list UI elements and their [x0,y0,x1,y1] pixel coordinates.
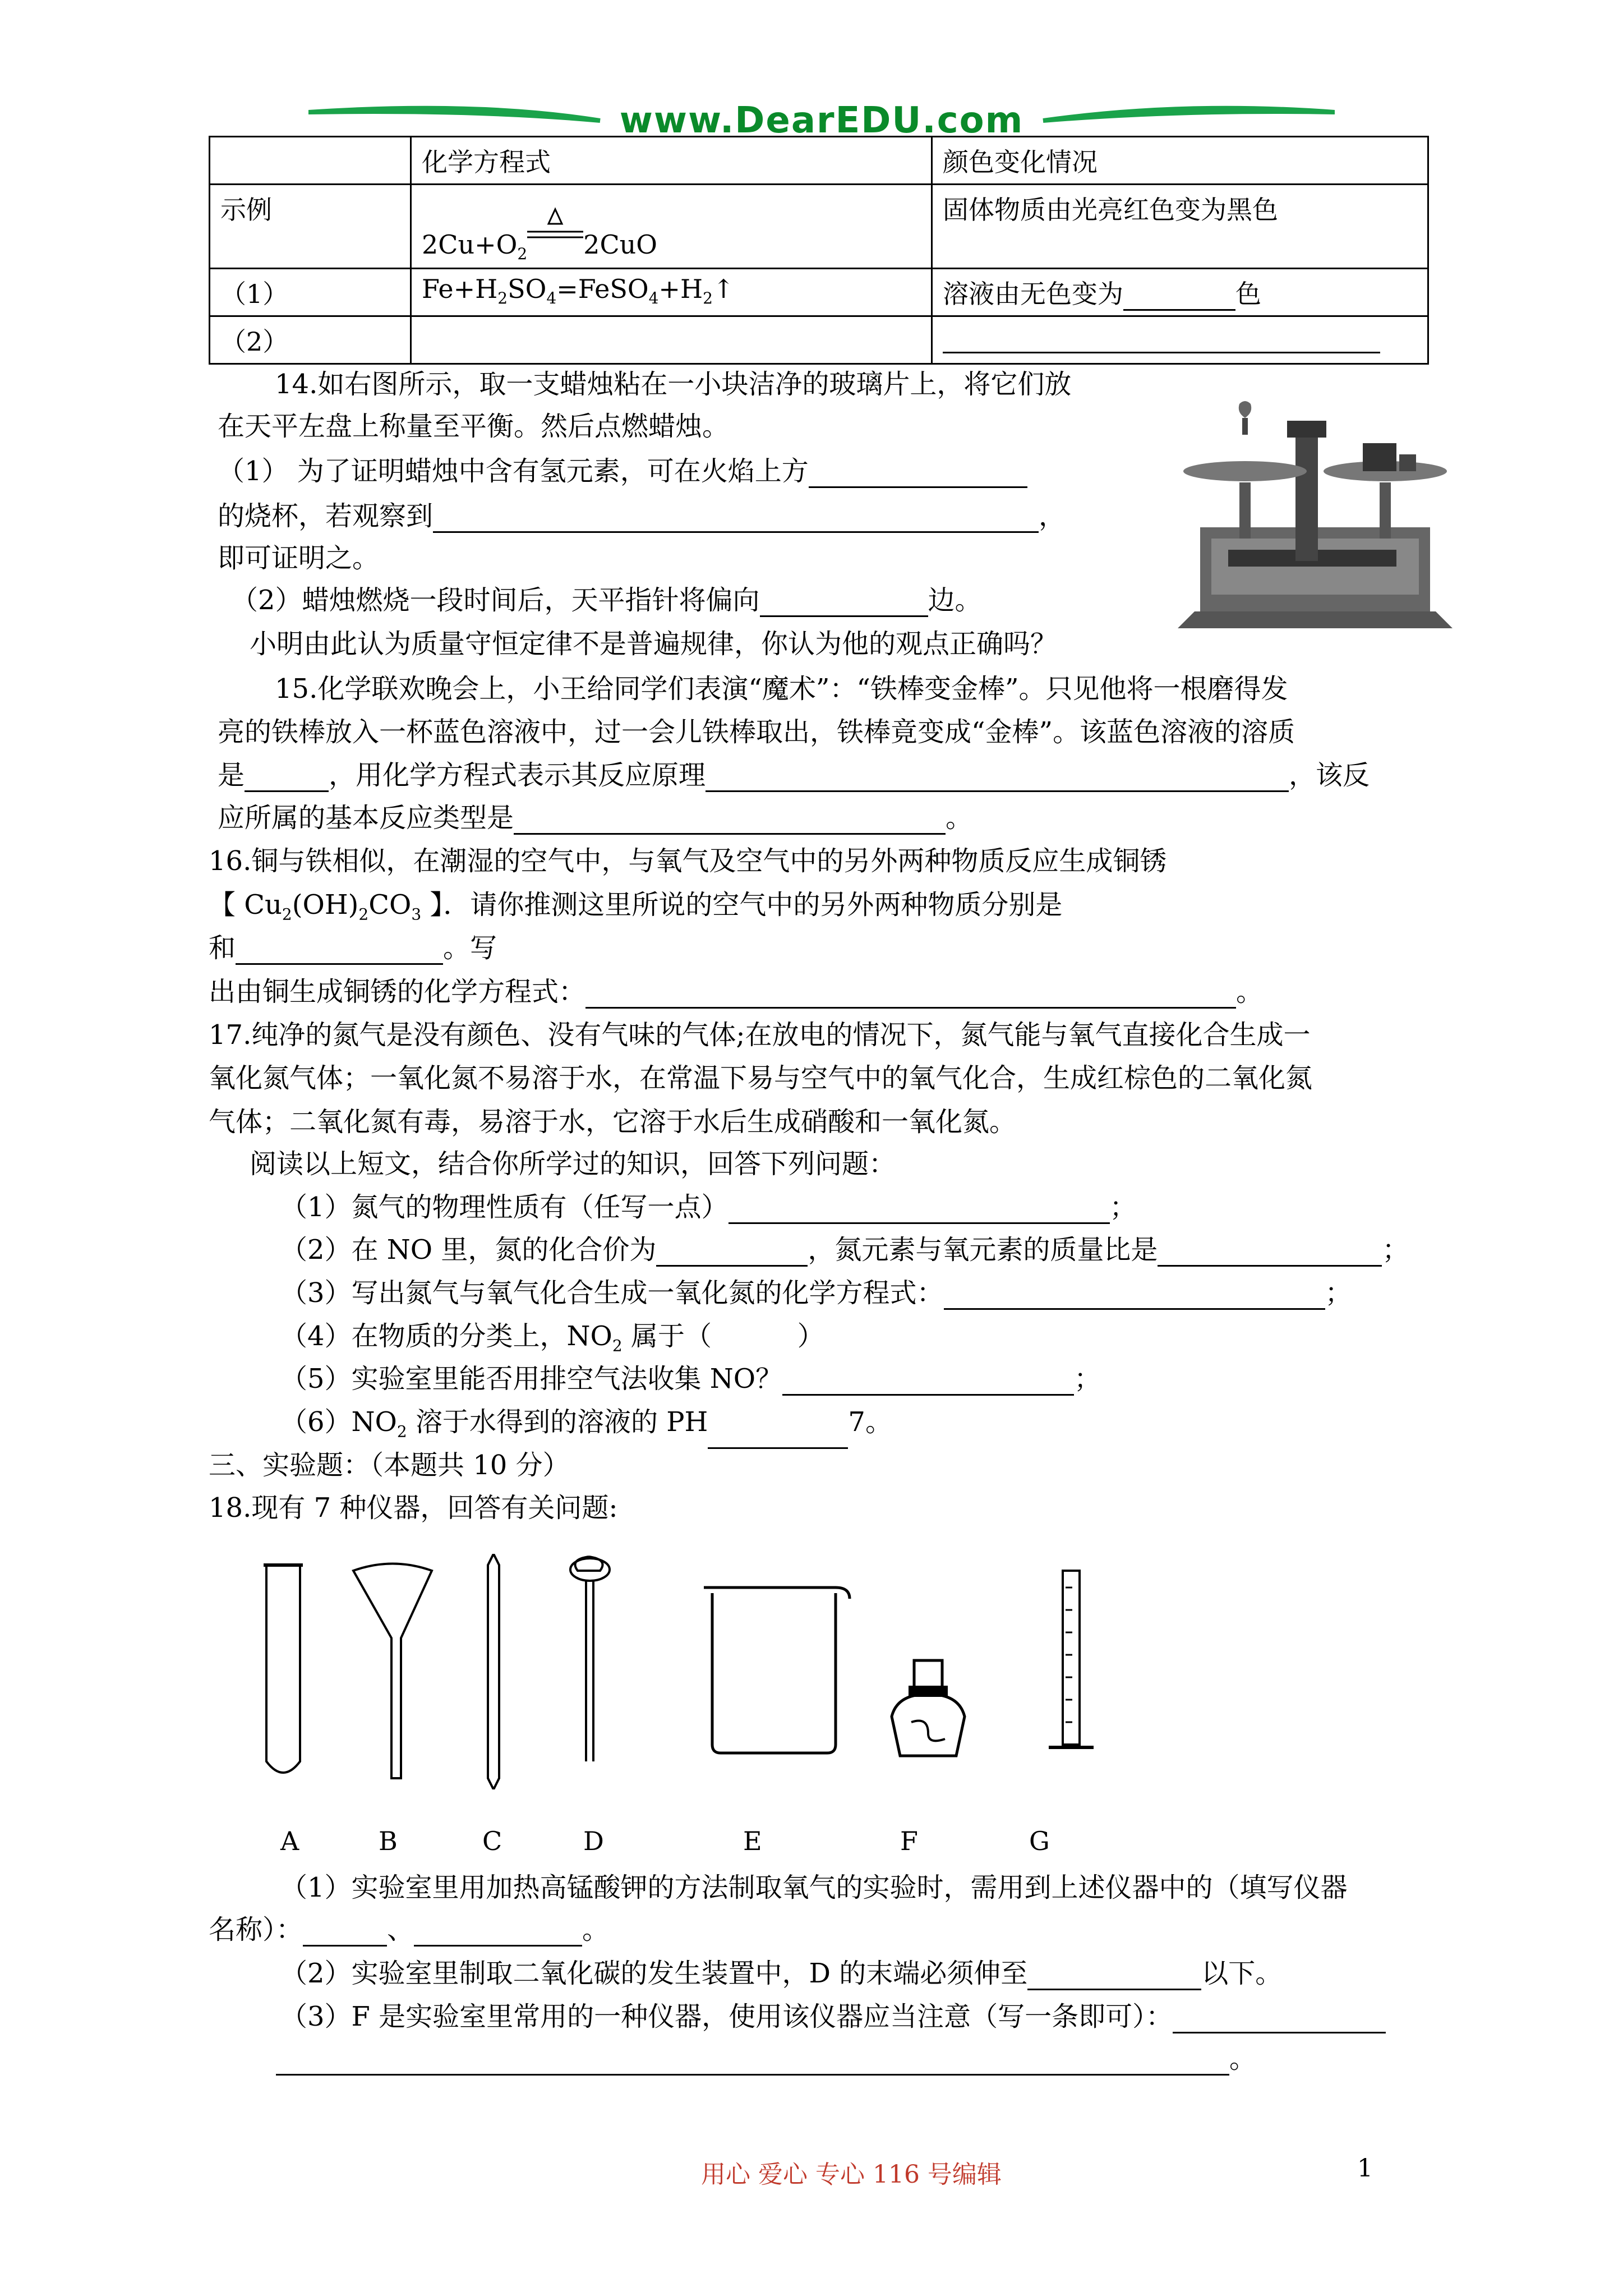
row-label: （2） [210,316,411,364]
q15-line4: 应所属的基本反应类型是 。 [218,802,973,834]
fe-equation: $Fe+H_2SO_4=FeSO_4+H_2↑$ [411,269,932,316]
row2-equation [411,316,932,364]
q18-sub1-line2: 名称）： 、 。 [209,1914,610,1945]
glass-rod-icon [488,1554,499,1789]
example-equation: $2Cu+O_2$ 2CuO [411,185,932,269]
header-equation: 化学方程式 [411,137,932,185]
test-tube-icon [264,1565,303,1773]
q14-line4: 的烧杯，若观察到 ， [218,500,1066,532]
apparatus-label-g: G [1029,1826,1050,1856]
q17-sub3: （3）写出氮气与氧气化合生成一氧化氮的化学方程式： ； [280,1277,1352,1309]
q17-sub1: （1）氮气的物理性质有（任写一点） ； [280,1191,1137,1223]
equation-table [209,136,1429,365]
q18-sub3-line1: （3）F 是实验室里常用的一种仪器，使用该仪器应当注意（写一条即可）： [280,2000,1386,2033]
funnel-icon [353,1564,432,1779]
footer-text: 用心 爱心 专心 116 号编辑 [701,2160,1002,2189]
q14-line5: 即可证明之。 [218,542,380,574]
header-color-change: 颜色变化情况 [932,137,1428,185]
apparatus-label-d: D [583,1826,604,1856]
delta-icon [527,207,583,241]
beaker-icon [704,1588,850,1753]
alcohol-lamp-icon [892,1660,965,1756]
q15-line1: 15.化学联欢晚会上，小王给同学们表演“魔术”：“铁棒变金棒”。只见他将一根磨得发 [275,673,1288,705]
q16-line4: 出由铜生成铜锈的化学方程式： 。 [209,976,1264,1007]
q16-line2: 【 $Cu_2(OH)_2CO_3$ 】．请你推测这里所说的空气中的另外两种物质分别是 [209,889,1063,924]
apparatus-image [247,1554,1133,1789]
q16-line1: 16.铜与铁相似，在潮湿的空气中，与氧气及空气中的另外两种物质反应生成铜锈 [209,845,1167,877]
long-neck-funnel-icon [570,1557,610,1761]
q15-line3: 是 ，用化学方程式表示其反应原理 ，该反 [218,760,1370,791]
section3-heading: 三、实验题：（本题共 10 分） [209,1450,570,1481]
q14-line2: 在天平左盘上称量至平衡。然后点燃蜡烛。 [218,411,730,442]
q17-line2: 氧化氮气体；一氧化氮不易溶于水，在常温下易与空气中的氧气化合，生成红棕色的二氧化氮 [209,1062,1313,1094]
q14-line3: （1） 为了证明蜡烛中含有氢元素，可在火焰上方 [218,454,1027,488]
q17-line1: 17.纯净的氮气是没有颜色、没有气味的气体;在放电的情况下，氮气能与氧气直接化合生成一 [209,1019,1311,1051]
balance-scale-image [1161,398,1469,634]
row-label: 示例 [210,185,411,269]
q17-sub2: （2）在 NO 里，氮的化合价为 ，氮元素与氧元素的质量比是 ； [280,1234,1409,1266]
apparatus-label-e: E [743,1826,762,1856]
q18-sub3-line2: 。 [276,2042,1256,2076]
q15-line2: 亮的铁棒放入一杯蓝色溶液中，过一会儿铁棒取出，铁棒竟变成“金棒”。该蓝色溶液的溶质 [218,716,1295,748]
q17-line3: 气体；二氧化氮有毒，易溶于水，它溶于水后生成硝酸和一氧化氮。 [209,1106,1017,1138]
apparatus-label-f: F [900,1826,918,1856]
q16-line3: 和 。写 [209,932,497,964]
q14-line7: 小明由此认为质量守恒定律不是普遍规律，你认为他的观点正确吗？ [250,628,1058,660]
q18-line1: 18.现有 7 种仪器，回答有关问题: [209,1492,618,1524]
q17-sub5: （5）实验室里能否用排空气法收集 NO？ ； [280,1363,1101,1395]
row-label: （1） [210,269,411,316]
q14-line1: 14.如右图所示，取一支蜡烛粘在一小块洁净的玻璃片上，将它们放 [275,369,1072,400]
apparatus-label-c: C [482,1826,502,1856]
q17-line4: 阅读以上短文，结合你所学过的知识，回答下列问题： [250,1148,896,1180]
example-color-change: 固体物质由光亮红色变为黑色 [932,185,1428,269]
q17-sub6: $(6)NO_2$ 溶于水得到的溶液的 PH 7。 [280,1405,892,1449]
q14-line6: （2）蜡烛燃烧一段时间后，天平指针将偏向 边。 [231,585,982,616]
site-name: www.DearEDU.com [619,100,1024,141]
row2-color-change [932,316,1428,364]
fe-color-change: 溶液由无色变为 色 [932,269,1428,316]
apparatus-label-a: A [280,1826,299,1856]
q18-sub1-line1: （1）实验室里用加热高锰酸钾的方法制取氧气的实验时，需用到上述仪器中的（填写仪器 [280,1872,1348,1903]
page-number: 1 [1357,2154,1373,2183]
graduated-cylinder-icon [1049,1571,1094,1747]
q18-sub2: （2）实验室里制取二氧化碳的发生装置中，D 的末端必须伸至 以下。 [280,1958,1283,1989]
apparatus-label-b: B [379,1826,398,1856]
q17-sub4: （4）在物质的分类上，$NO_2$ 属于（ ） [280,1320,824,1355]
